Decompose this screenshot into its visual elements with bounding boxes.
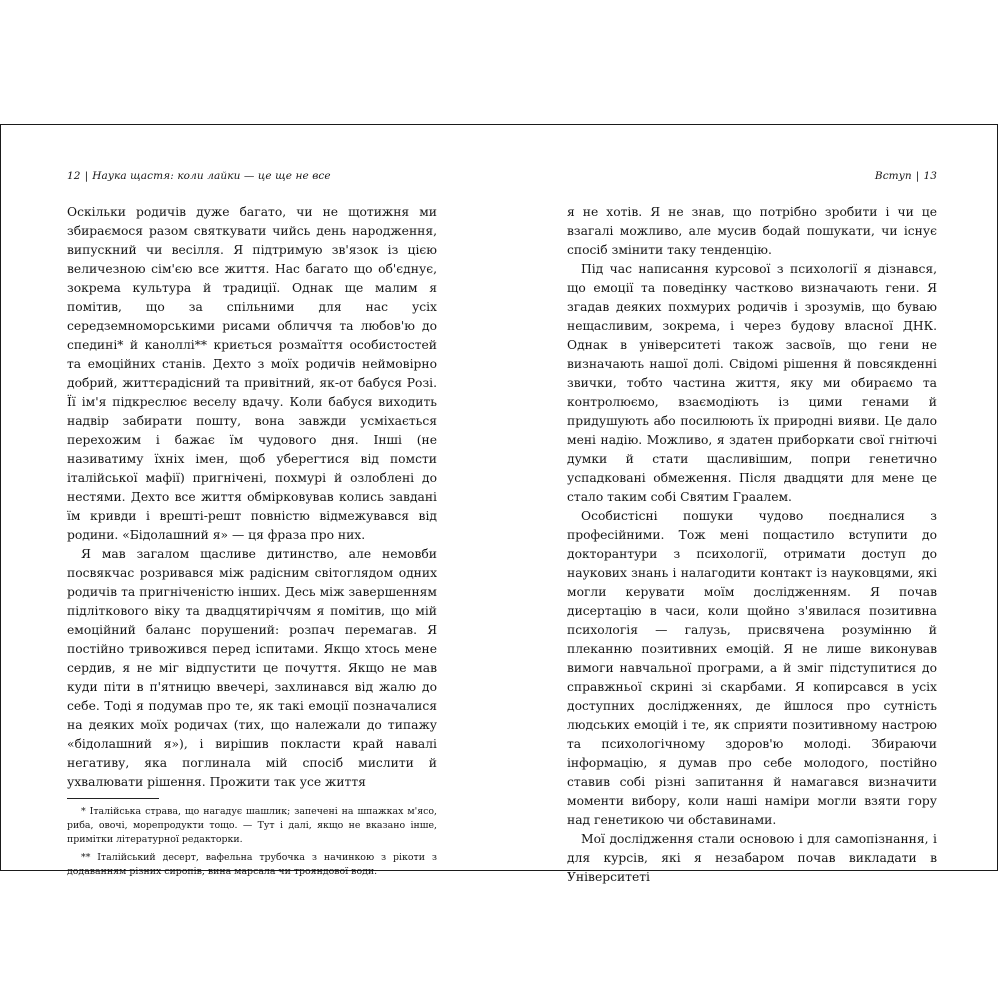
paragraph: Я мав загалом щасливе дитинство, але немовби посвякчас розривався між радісним світоглядом одних родичів та пригніченістю інших. Десь між завершенням підліткового віку та двадцятиріччям я помітив, що мій емоційний баланс порушений: розпач перемагав. Я постійно тривожився перед іспитами. Якщо хтось мене сердив, я не міг відпустити це почуття. Якщо не мав куди піти в п'ятницю ввечері, захлинався від жалю до себе. Тоді я подумав про те, як такі емоції позначалися на деяких моїх родичах (тих, що належали до типажу «бідолашний я»), і вирішив покласти край навалі негативу, яка поглинала мій спосіб мислити й ухвалювати рішення. Прожити так усе життя	[67, 547, 437, 789]
paragraph: Особистісні пошуки чудово поєдналися з професійними. Тож мені пощастило вступити до докторантури з психології, отримати доступ до наукових знань і налагодити контакт із науковцями, які могли керувати моїм дослідженням. Я почав дисертацію в часи, коли щойно з'явилася позитивна психологія — галузь, присвячена розумінню й плеканню позитивних емоцій. Я не лише виконував вимоги навчальної програми, а й зміг підступитися до справжньої скрині зі скарбами. Я копирсався в усіх доступних дослідженнях, де йшлося про сутність людських емоцій і те, як сприяти позитивному настрою та психологічному здоров'ю молоді. Збираючи інформацію, я думав про себе молодого, постійно ставив собі різні запитання й намагався визначити моменти вибору, коли наші наміри могли взяти гору над генетикою чи обставинами.	[567, 509, 937, 827]
right-page	[567, 169, 937, 887]
paragraph: Під час написання курсової з психології я дізнався, що емоції та поведінку частково визначають гени. Я згадав деяких похмурих родичів і зрозумів, що буваю нещасливим, зокрема, і через будову власної ДНК. Однак в університеті також засвоїв, що гени не визначають нашої долі. Свідомі рішення й повсякденні звички, тобто частина життя, яку ми обираємо та контролюємо, взаємодіють із цими генами й придушують або посилюють їх природні вияви. Це дало мені надію. Можливо, я здатен приборкати свої гнітючі думки й стати щасливішим, попри генетично успадковані обмеження. Після двадцяти для мене це стало таким собі Святим Граалем.	[567, 262, 937, 504]
left-running-header	[67, 169, 437, 183]
book-spread	[0, 124, 998, 884]
paragraph: Мої дослідження стали основою і для самопізнання, і для курсів, які я незабаром почав викладати в Університеті	[567, 832, 937, 884]
page-number: 13	[923, 170, 937, 182]
right-running-header	[567, 169, 937, 183]
footnote-rule	[67, 798, 159, 799]
paragraph: Оскільки родичів дуже багато, чи не щотижня ми збираємося разом святкувати чийсь день народження, випускний чи весілля. Я підтримую зв'язок із цією величезною сім'єю все життя. Нас багато що об'єднує, зокрема культура й традиції. Однак ще малим я помітив, що за спільними для нас усіх середземноморськими рисами обличчя та любов'ю до спедині* й каноллі** криється розмаїття особистостей та емоційних станів. Дехто з моїх родичів неймовірно добрий, життєрадісний та привітний, як-от бабуся Розі. Її ім'я підкреслює веселу вдачу. Коли бабуся виходить надвір забирати пошту, вона завжди усміхається перехожим і бажає їм чудового дня. Інші (не називатиму їхніх імен, щоб уберегтися від помсти італійської мафії) пригнічені, похмурі й озлоблені до нестями. Дехто все життя обмірковував колись завдані їм кривди і врешті-решт повністю відмежувався від родини. «Бідолашний я» — ця фраза про них.	[67, 205, 437, 542]
right-body-text	[567, 203, 937, 887]
paragraph: я не хотів. Я не знав, що потрібно зробити і чи це взагалі можливо, але мусив бодай пошукати, чи існує спосіб змінити таку тенденцію.	[567, 205, 937, 257]
chapter-title: Вступ	[874, 170, 912, 182]
footnotes	[67, 805, 437, 879]
book-title: Наука щастя: коли лайки — це ще не все	[92, 170, 331, 182]
footnote: ** Італійський десерт, вафельна трубочка з начинкою з рікоти з додаванням різних сиропів, вина марсала чи трояндової води.	[67, 852, 437, 877]
page-number: 12	[67, 170, 81, 182]
header-separator: |	[915, 170, 920, 182]
footnote: * Італійська страва, що нагадує шашлик; запечені на шпажках м'ясо, риба, овочі, морепродукти тощо. — Тут і далі, якщо не вказано інше, примітки літературної редакторки.	[67, 806, 437, 845]
left-body-text	[67, 203, 437, 792]
header-separator: |	[84, 170, 89, 182]
left-page	[67, 169, 437, 883]
